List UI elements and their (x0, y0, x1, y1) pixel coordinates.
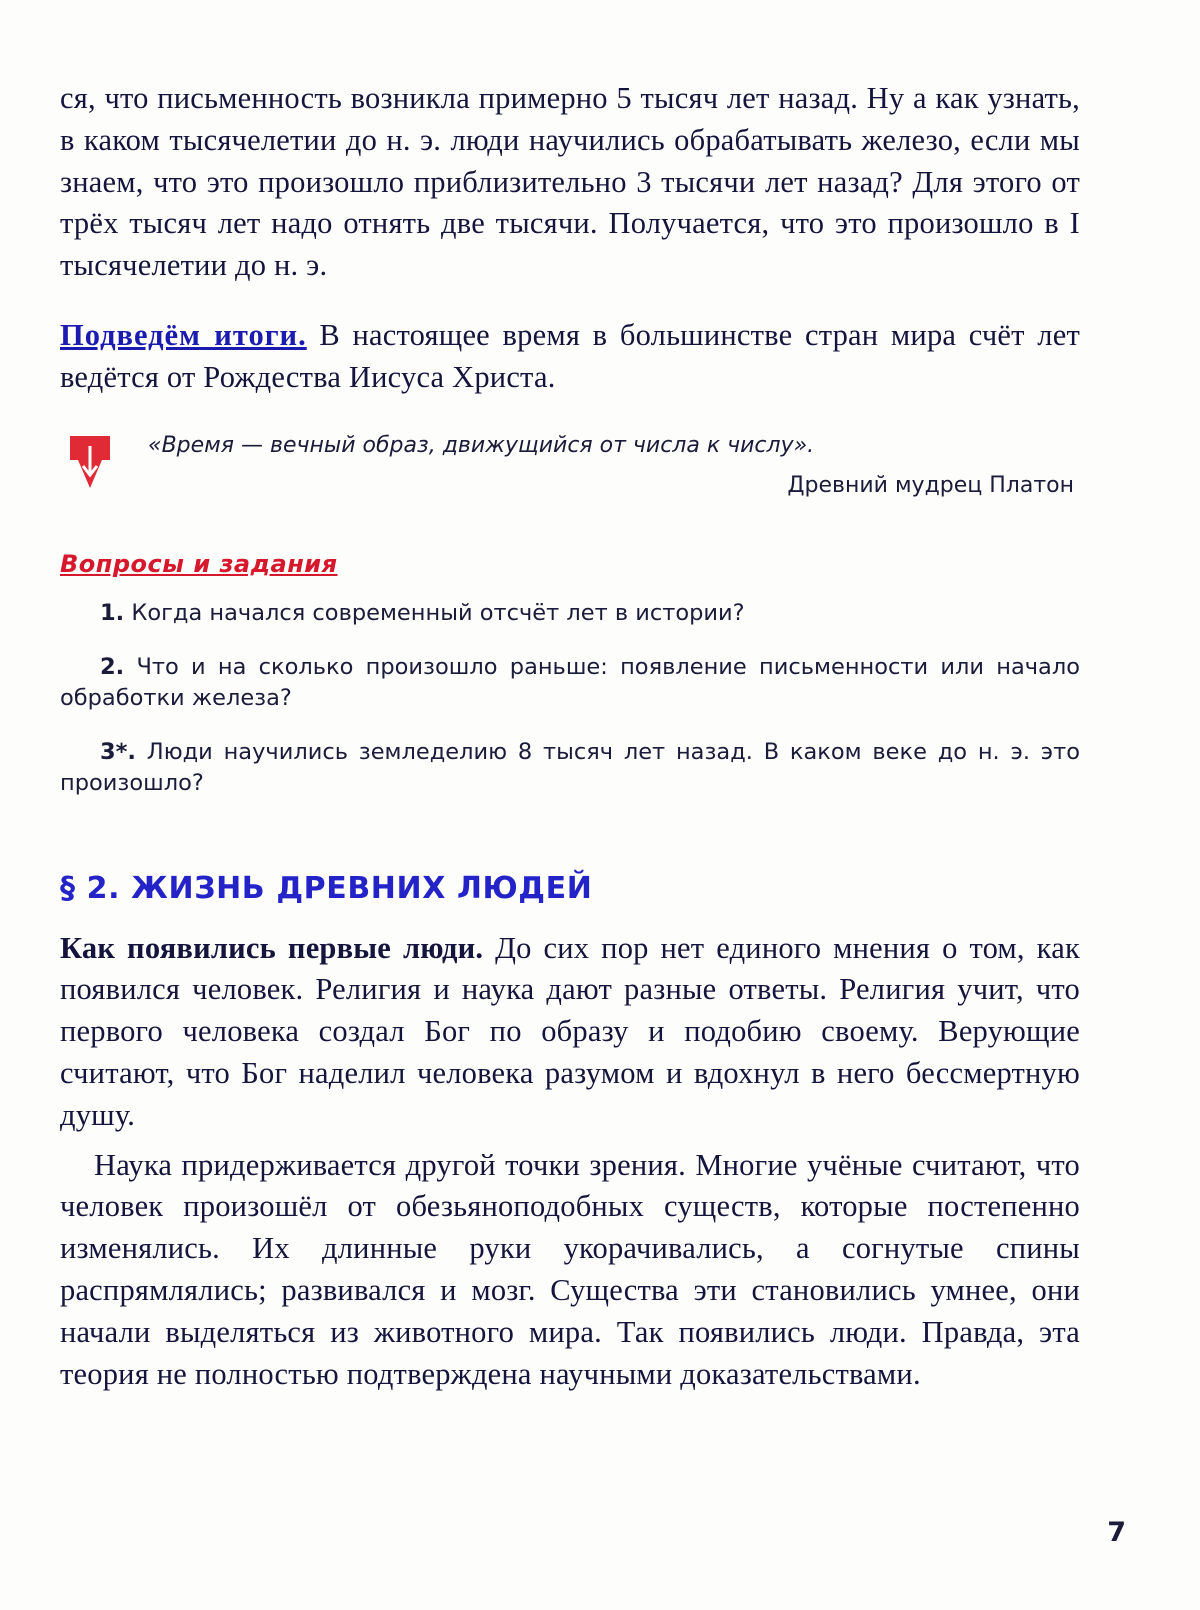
paragraph-continuation: ся, что письменность возникла примерно 5 тысяч лет назад. Ну а как узнать, в каком тысячелетии до н. э. люди научились обрабатывать железо, если мы знаем, что это произошло приблизительно 3 тысячи лет назад? Для этого от трёх тысяч лет надо отнять две тысячи. Получается, что это произошло в I тысячелетии до н. э. (60, 81, 1080, 283)
section-first-paragraph (60, 928, 1080, 1137)
summary-paragraph (60, 315, 1080, 399)
section-second-paragraph: Наука придерживается другой точки зрения. Многие учёные считают, что человек произошёл от обезьяноподобных существ, которые постепенно изменялись. Их длинные руки укорачивались, а согнутые спины распрямлялись; развивался и мозг. Существа эти становились умнее, они начали выделяться из животного мира. Так появились люди. Правда, эта теория не полностью подтверждена научными доказательствами. (60, 1147, 1080, 1391)
question-text: Что и на сколько произошло раньше: появление письменности или начало обработки железа? (60, 654, 1080, 712)
question-number: 2. (100, 654, 125, 681)
question-text: Люди научились земледелию 8 тысяч лет назад. В каком веке до н. э. это произошло? (60, 738, 1080, 796)
section-subheading: Как появились первые люди. (60, 930, 484, 965)
question-number: 3*. (100, 738, 136, 765)
question-text: Когда начался современный отсчёт лет в истории? (124, 600, 745, 627)
questions-section-title: Вопросы и задания (60, 550, 338, 579)
question-item (60, 598, 1080, 629)
section-heading: § 2. ЖИЗНЬ ДРЕВНИХ ЛЮДЕЙ (60, 870, 593, 906)
quote-text: «Время — вечный образ, движущийся от числа к числу». (148, 433, 815, 459)
question-item (60, 652, 1080, 714)
page-content (60, 78, 1080, 1403)
summary-body-text: В настоящее время в большинстве стран мира счёт лет ведётся от Рождества Иисуса Христа. (60, 317, 1080, 394)
red-down-arrow-icon (68, 434, 112, 492)
quote-block (60, 432, 1080, 512)
summary-lead-label: Подведём итоги. (60, 317, 307, 352)
section-first-paragraph-text: До сих пор нет единого мнения о том, как появился человек. Религия и наука дают разные ответы. Религия учит, что первого человека создал Бог по образу и подобию своему. Верующие считают, что Бог наделил человека разумом и вдохнул в него бессмертную душу. (60, 930, 1080, 1132)
page-number: 7 (1107, 1517, 1126, 1548)
question-number: 1. (100, 600, 125, 627)
quote-author: Древний мудрец Платон (787, 473, 1074, 499)
question-item (60, 737, 1080, 799)
